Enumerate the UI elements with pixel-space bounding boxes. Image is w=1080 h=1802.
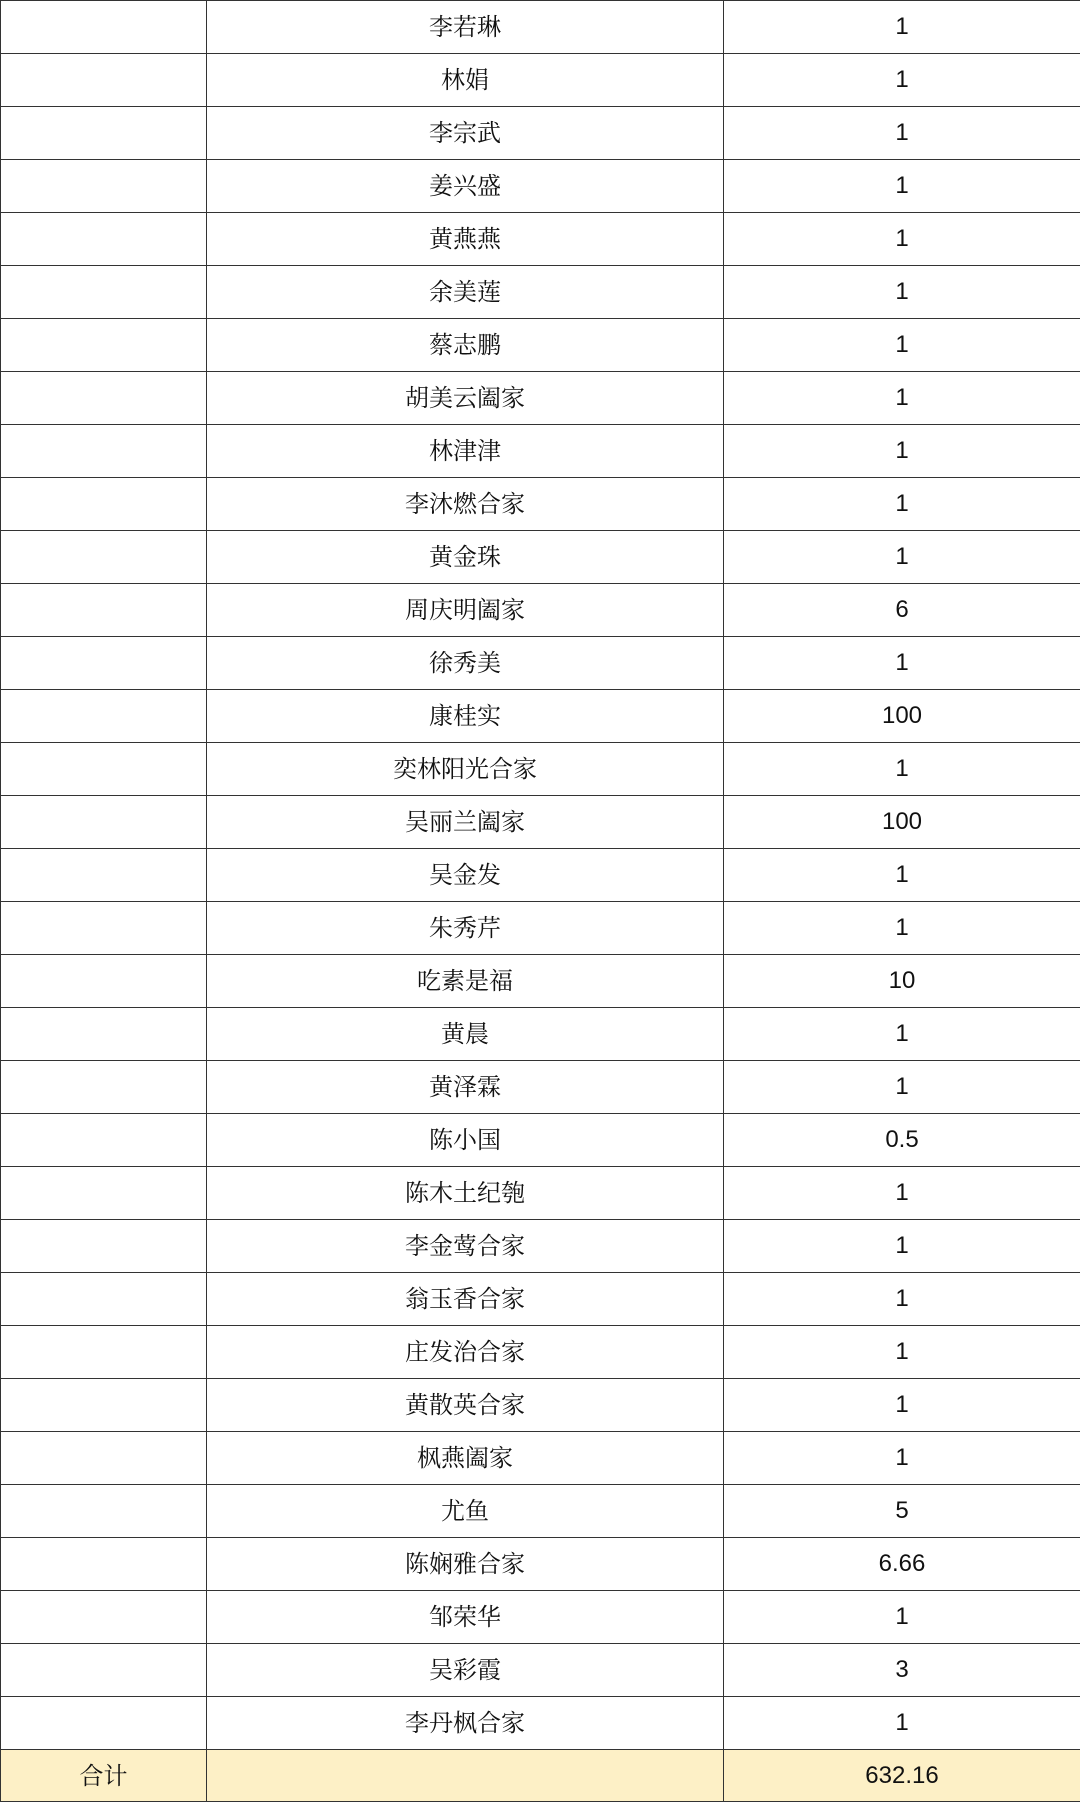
donor-name-cell: 尤鱼 <box>207 1485 724 1538</box>
donation-amount-cell: 1 <box>724 1591 1080 1644</box>
table-row <box>1 372 1080 425</box>
table-row <box>1 955 1080 1008</box>
row-index-cell <box>1 1379 207 1432</box>
row-index-cell <box>1 1167 207 1220</box>
table-row <box>1 690 1080 743</box>
donor-name-cell: 朱秀芹 <box>207 902 724 955</box>
donor-name-cell: 余美莲 <box>207 266 724 319</box>
table-row <box>1 266 1080 319</box>
row-index-cell <box>1 531 207 584</box>
table-row <box>1 425 1080 478</box>
row-index-cell <box>1 637 207 690</box>
donation-amount-cell: 1 <box>724 319 1080 372</box>
donor-name-cell: 李沐燃合家 <box>207 478 724 531</box>
donor-name-cell: 庄发治合家 <box>207 1326 724 1379</box>
donation-amount-cell: 1 <box>724 1697 1080 1750</box>
table-row <box>1 743 1080 796</box>
total-empty-cell <box>207 1750 724 1802</box>
donor-name-cell: 黄燕燕 <box>207 213 724 266</box>
donor-name-cell: 邹荣华 <box>207 1591 724 1644</box>
table-row <box>1 107 1080 160</box>
donor-name-cell: 黄散英合家 <box>207 1379 724 1432</box>
donation-amount-cell: 1 <box>724 372 1080 425</box>
table-row <box>1 213 1080 266</box>
row-index-cell <box>1 54 207 107</box>
row-index-cell <box>1 1008 207 1061</box>
donor-name-cell: 周庆明阖家 <box>207 584 724 637</box>
table-row <box>1 1591 1080 1644</box>
donor-name-cell: 吴彩霞 <box>207 1644 724 1697</box>
donor-name-cell: 陈小国 <box>207 1114 724 1167</box>
table-row <box>1 54 1080 107</box>
row-index-cell <box>1 743 207 796</box>
donor-name-cell: 姜兴盛 <box>207 160 724 213</box>
row-index-cell <box>1 796 207 849</box>
donation-amount-cell: 1 <box>724 531 1080 584</box>
table-row <box>1 531 1080 584</box>
donor-name-cell: 翁玉香合家 <box>207 1273 724 1326</box>
donation-amount-cell: 1 <box>724 849 1080 902</box>
table-row <box>1 1697 1080 1750</box>
table-row <box>1 1538 1080 1591</box>
donor-name-cell: 胡美云阖家 <box>207 372 724 425</box>
row-index-cell <box>1 955 207 1008</box>
row-index-cell <box>1 1 207 54</box>
donation-amount-cell: 1 <box>724 266 1080 319</box>
donor-name-cell: 林娟 <box>207 54 724 107</box>
donor-name-cell: 康桂实 <box>207 690 724 743</box>
donation-amount-cell: 6.66 <box>724 1538 1080 1591</box>
row-index-cell <box>1 1114 207 1167</box>
row-index-cell <box>1 107 207 160</box>
donor-name-cell: 吃素是福 <box>207 955 724 1008</box>
row-index-cell <box>1 372 207 425</box>
table-row <box>1 1220 1080 1273</box>
donation-amount-cell: 1 <box>724 743 1080 796</box>
donor-name-cell: 黄泽霖 <box>207 1061 724 1114</box>
donation-amount-cell: 1 <box>724 1220 1080 1273</box>
table-row <box>1 1167 1080 1220</box>
table-row <box>1 478 1080 531</box>
total-row <box>1 1750 1080 1802</box>
table-row <box>1 1644 1080 1697</box>
donation-amount-cell: 1 <box>724 1061 1080 1114</box>
table-row <box>1 1114 1080 1167</box>
table-row <box>1 1273 1080 1326</box>
total-label-cell: 合计 <box>1 1750 207 1802</box>
row-index-cell <box>1 1591 207 1644</box>
table-row <box>1 319 1080 372</box>
row-index-cell <box>1 478 207 531</box>
row-index-cell <box>1 690 207 743</box>
row-index-cell <box>1 425 207 478</box>
donation-amount-cell: 0.5 <box>724 1114 1080 1167</box>
donation-amount-cell: 1 <box>724 1326 1080 1379</box>
donation-amount-cell: 100 <box>724 796 1080 849</box>
row-index-cell <box>1 1220 207 1273</box>
table-row <box>1 1061 1080 1114</box>
row-index-cell <box>1 1273 207 1326</box>
table-row <box>1 796 1080 849</box>
row-index-cell <box>1 584 207 637</box>
row-index-cell <box>1 849 207 902</box>
table-row <box>1 849 1080 902</box>
table-row <box>1 1379 1080 1432</box>
row-index-cell <box>1 902 207 955</box>
donor-name-cell: 陈娴雅合家 <box>207 1538 724 1591</box>
donor-name-cell: 吴金发 <box>207 849 724 902</box>
donation-amount-cell: 1 <box>724 107 1080 160</box>
table-row <box>1 902 1080 955</box>
row-index-cell <box>1 160 207 213</box>
donation-amount-cell: 3 <box>724 1644 1080 1697</box>
row-index-cell <box>1 1326 207 1379</box>
table-row <box>1 584 1080 637</box>
donor-name-cell: 李若琳 <box>207 1 724 54</box>
donation-amount-cell: 1 <box>724 54 1080 107</box>
table-row <box>1 637 1080 690</box>
donation-amount-cell: 1 <box>724 160 1080 213</box>
row-index-cell <box>1 1538 207 1591</box>
row-index-cell <box>1 266 207 319</box>
row-index-cell <box>1 1697 207 1750</box>
donor-name-cell: 李宗武 <box>207 107 724 160</box>
table-row <box>1 1008 1080 1061</box>
donation-amount-cell: 1 <box>724 1379 1080 1432</box>
donation-amount-cell: 1 <box>724 213 1080 266</box>
row-index-cell <box>1 1432 207 1485</box>
donation-amount-cell: 1 <box>724 425 1080 478</box>
table-row <box>1 1 1080 54</box>
table-row <box>1 1485 1080 1538</box>
donor-name-cell: 吴丽兰阖家 <box>207 796 724 849</box>
donor-name-cell: 李金莺合家 <box>207 1220 724 1273</box>
donation-amount-cell: 100 <box>724 690 1080 743</box>
donation-amount-cell: 6 <box>724 584 1080 637</box>
donor-name-cell: 枫燕阖家 <box>207 1432 724 1485</box>
table-row <box>1 1326 1080 1379</box>
donation-amount-cell: 10 <box>724 955 1080 1008</box>
table-row <box>1 1432 1080 1485</box>
donation-amount-cell: 1 <box>724 1 1080 54</box>
donation-amount-cell: 1 <box>724 1008 1080 1061</box>
donation-table-body <box>1 1 1080 1802</box>
donor-name-cell: 李丹枫合家 <box>207 1697 724 1750</box>
row-index-cell <box>1 1644 207 1697</box>
donor-name-cell: 黄金珠 <box>207 531 724 584</box>
donation-amount-cell: 1 <box>724 902 1080 955</box>
donor-name-cell: 林津津 <box>207 425 724 478</box>
donation-amount-cell: 1 <box>724 1432 1080 1485</box>
row-index-cell <box>1 1485 207 1538</box>
donor-name-cell: 奕林阳光合家 <box>207 743 724 796</box>
table-row <box>1 160 1080 213</box>
donation-amount-cell: 1 <box>724 1167 1080 1220</box>
donation-amount-cell: 1 <box>724 637 1080 690</box>
donor-name-cell: 黄晨 <box>207 1008 724 1061</box>
donor-name-cell: 蔡志鹏 <box>207 319 724 372</box>
row-index-cell <box>1 319 207 372</box>
donation-amount-cell: 1 <box>724 478 1080 531</box>
row-index-cell <box>1 1061 207 1114</box>
row-index-cell <box>1 213 207 266</box>
total-amount-cell: 632.16 <box>724 1750 1080 1802</box>
donor-name-cell: 陈木土纪匏 <box>207 1167 724 1220</box>
donation-amount-cell: 1 <box>724 1273 1080 1326</box>
donor-name-cell: 徐秀美 <box>207 637 724 690</box>
donation-amount-cell: 5 <box>724 1485 1080 1538</box>
